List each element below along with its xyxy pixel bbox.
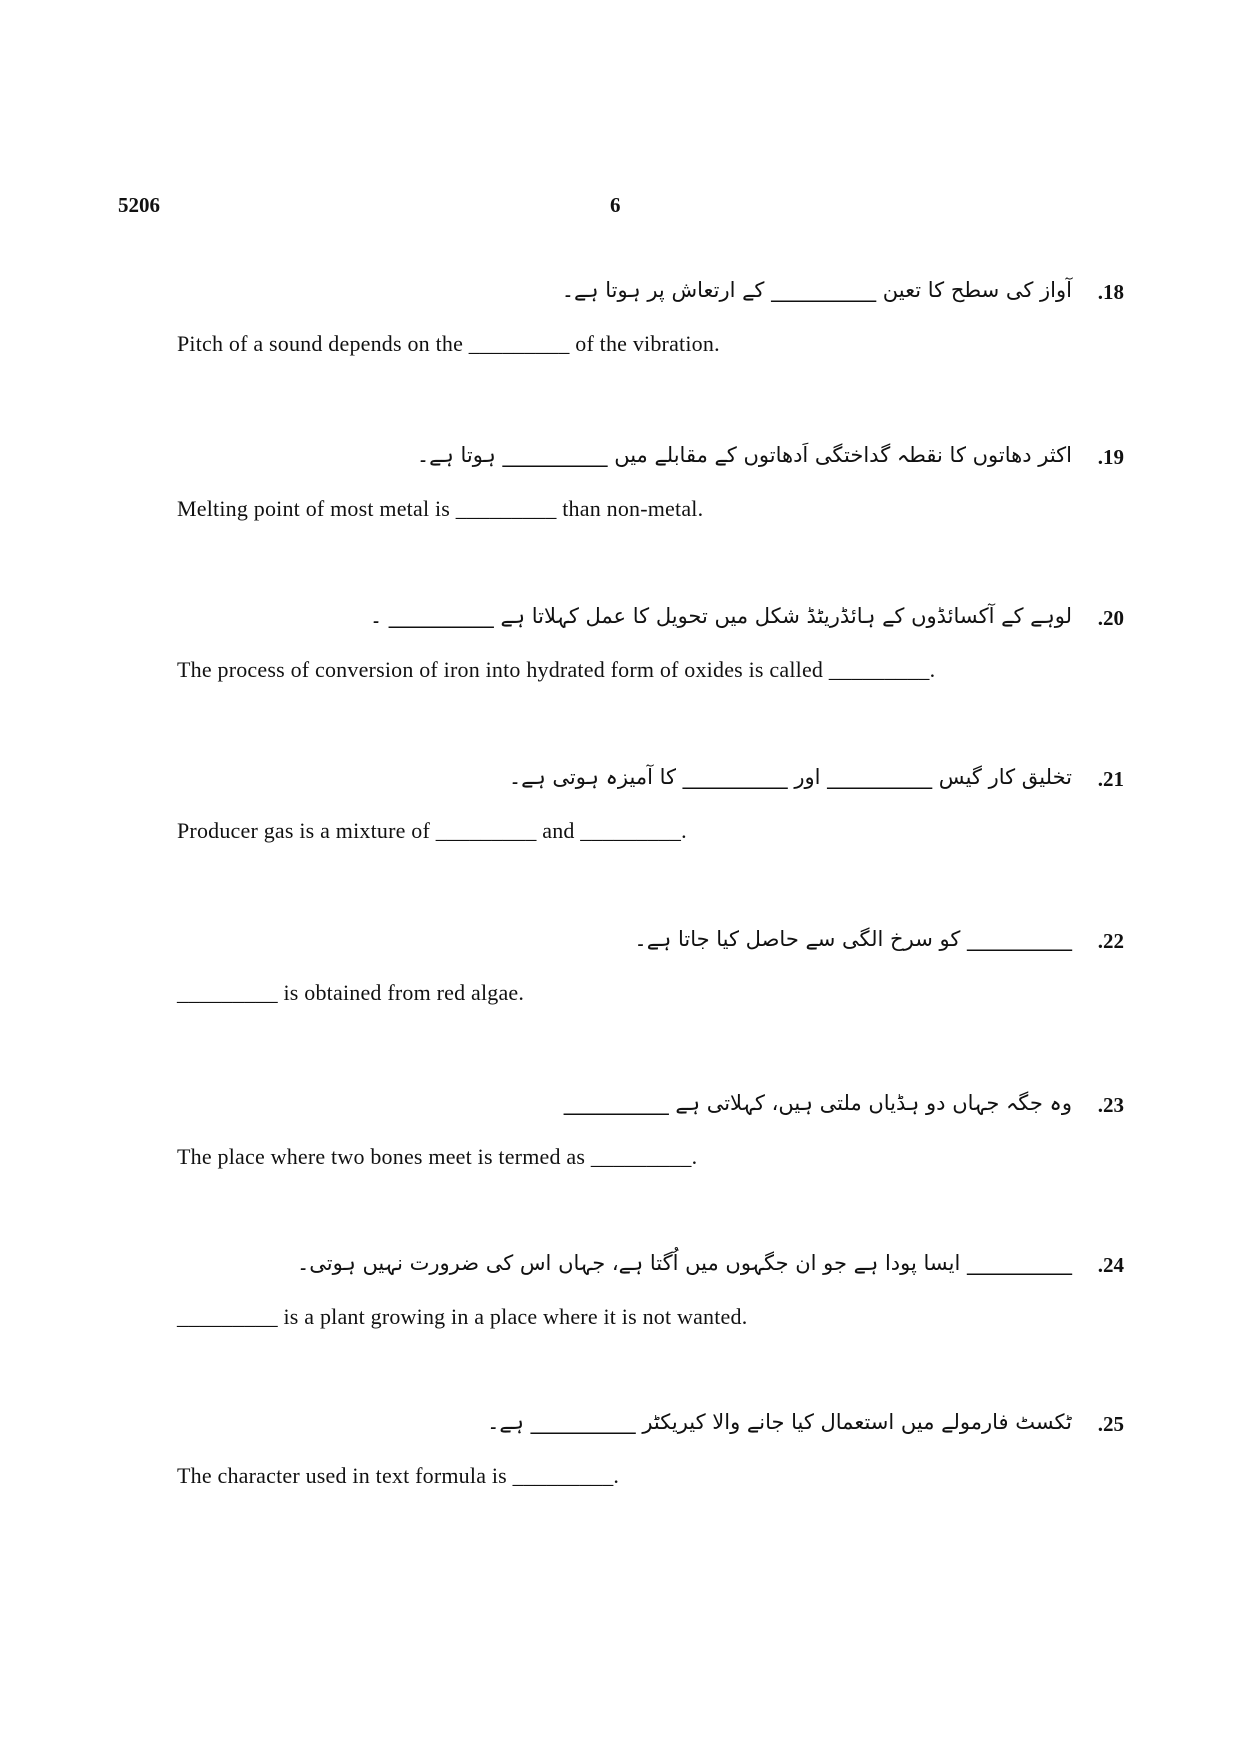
- question-22: [0, 926, 1240, 1026]
- question-urdu-text: ٹکسٹ فارمولے میں استعمال کیا جانے والا کیریکٹر __________ ہے۔: [487, 1410, 1072, 1434]
- question-english-text: Pitch of a sound depends on the _________ of the vibration.: [177, 331, 720, 356]
- page-number: 6: [610, 193, 621, 217]
- question-number: .23: [1097, 1093, 1124, 1117]
- question-english-text: _________ is a plant growing in a place where it is not wanted.: [177, 1304, 748, 1329]
- question-english-text: The process of conversion of iron into hydrated form of oxides is called _________.: [177, 657, 936, 682]
- question-25: [0, 1409, 1240, 1509]
- question-18: [0, 277, 1240, 377]
- question-24: [0, 1250, 1240, 1350]
- question-23: [0, 1090, 1240, 1190]
- question-number: .18: [1097, 280, 1124, 304]
- question-urdu-text: وہ جگہ جہاں دو ہڈیاں ملتی ہیں، کہلاتی ہے __________: [563, 1091, 1072, 1115]
- question-number: .19: [1097, 445, 1124, 469]
- question-number: .22: [1097, 929, 1124, 953]
- question-english-text: Melting point of most metal is _________ than non-metal.: [177, 496, 704, 521]
- question-english-text: The place where two bones meet is termed as _________.: [177, 1144, 698, 1169]
- question-20: [0, 603, 1240, 703]
- question-urdu-text: __________ ایسا پودا ہے جو ان جگہوں میں اُگتا ہے، جہاں اس کی ضرورت نہیں ہوتی۔: [296, 1251, 1072, 1275]
- question-number: .24: [1097, 1253, 1124, 1277]
- question-urdu-text: لوہے کے آکسائڈوں کے ہائڈریٹڈ شکل میں تحویل کا عمل کہلاتا ہے __________ ۔: [369, 604, 1072, 628]
- question-english-text: The character used in text formula is _________.: [177, 1463, 620, 1488]
- question-english-text: Producer gas is a mixture of _________ and _________.: [177, 818, 687, 843]
- question-21: [0, 764, 1240, 864]
- question-19: [0, 442, 1240, 542]
- question-english-text: _________ is obtained from red algae.: [177, 980, 525, 1005]
- question-urdu-text: آواز کی سطح کا تعین __________ کے ارتعاش پر ہوتا ہے۔: [561, 278, 1072, 302]
- question-number: .21: [1097, 767, 1124, 791]
- question-urdu-text: اکثر دھاتوں کا نقطہ گداختگی اَدھاتوں کے مقابلے میں __________ ہوتا ہے۔: [416, 443, 1072, 467]
- question-number: .20: [1097, 606, 1124, 630]
- paper-code: 5206: [118, 193, 160, 217]
- question-number: .25: [1097, 1412, 1124, 1436]
- question-urdu-text: __________ کو سرخ الگی سے حاصل کیا جاتا ہے۔: [634, 927, 1072, 951]
- question-urdu-text: تخلیق کار گیس __________ اور __________ کا آمیزہ ہوتی ہے۔: [508, 765, 1072, 789]
